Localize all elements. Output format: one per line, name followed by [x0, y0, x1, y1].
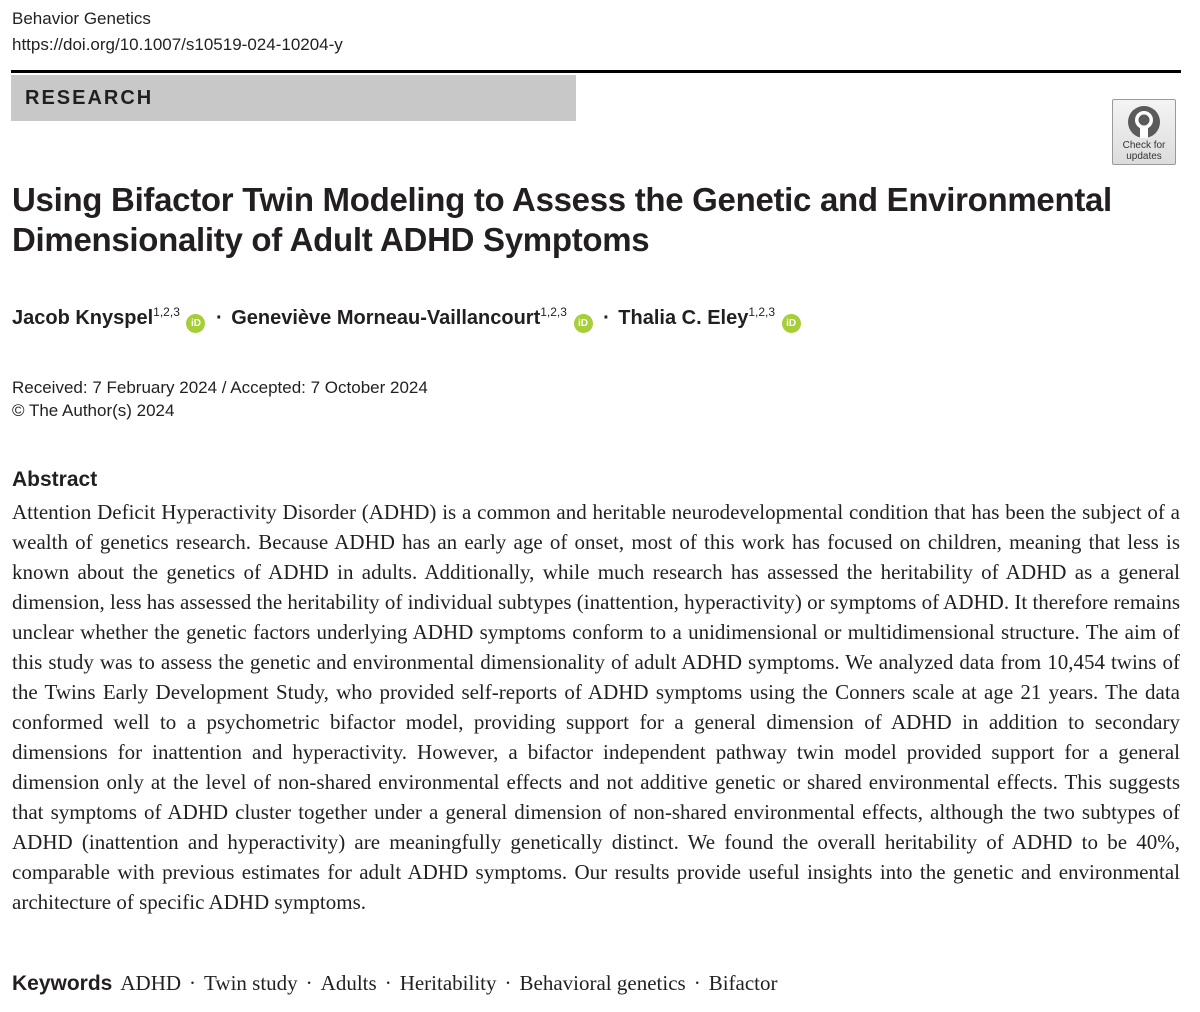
header-rule: [11, 70, 1181, 73]
keyword-separator: ·: [693, 971, 701, 995]
copyright-notice: © The Author(s) 2024: [12, 401, 175, 420]
orcid-icon[interactable]: iD: [574, 314, 593, 333]
keyword: Behavioral genetics: [519, 971, 686, 995]
author-affiliation: 1,2,3: [748, 305, 776, 319]
keyword: Twin study: [204, 971, 298, 995]
crossmark-icon: [1126, 104, 1162, 140]
check-for-updates-line1: Check for: [1122, 140, 1166, 151]
keyword-separator: ·: [305, 971, 313, 995]
keywords-line: [12, 968, 778, 999]
author-affiliation: 1,2,3: [153, 305, 180, 319]
article-type-label: RESEARCH: [25, 87, 154, 109]
keyword-separator: ·: [189, 971, 197, 995]
author-name[interactable]: Jacob Knyspel: [12, 307, 154, 329]
abstract-text: Attention Deficit Hyperactivity Disorder (ADHD) is a common and heritable neurodevelopmental condition that has been the subject of a wealth of genetics research. Because ADHD has an early age of onset, most of this work has focused on children, meaning that less is known about the genetics of ADHD in adults. Additionally, while much research has assessed the heritability of ADHD as a general dimension, less has assessed the heritability of individual subtypes (inattention, hyperactivity) or symptoms of ADHD. It therefore remains unclear whether the genetic factors underlying ADHD symptoms conform to a unidimensional or multidimensional structure. The aim of this study was to assess the genetic and environmental dimensionality of adult ADHD symptoms. We analyzed data from 10,454 twins of the Twins Early Development Study, who provided self-reports of ADHD symptoms using the Conners scale at age 21 years. The data conformed well to a psychometric bifactor model, providing support for a general dimension of ADHD in addition to secondary dimensions for inattention and hyperactivity. However, a bifactor independent pathway twin model provided support for a general dimension only at the level of non-shared environmental effects and not additive genetic or shared environmental effects. This suggests that symptoms of ADHD cluster together under a general dimension of non-shared environmental effects, although the two subtypes of ADHD (inattention and hyperactivity) are meaningfully genetically distinct. We found the overall heritability of ADHD to be 40%, comparable with previous estimates for adult ADHD symptoms. Our results provide useful insights into the genetic and environmental architecture of specific ADHD symptoms.: [12, 500, 1180, 914]
keywords-label: Keywords: [12, 972, 113, 995]
orcid-icon[interactable]: iD: [782, 314, 801, 333]
author-list: [12, 305, 806, 333]
author-name[interactable]: Geneviève Morneau-Vaillancourt: [231, 307, 541, 329]
doi-link[interactable]: https://doi.org/10.1007/s10519-024-10204-y: [12, 35, 343, 54]
keyword-separator: ·: [504, 971, 512, 995]
check-for-updates-line2: updates: [1126, 151, 1162, 162]
article-dates: Received: 7 February 2024 / Accepted: 7 October 2024: [12, 378, 428, 397]
article-title: Using Bifactor Twin Modeling to Assess the Genetic and Environmental Dimensionality of Adult ADHD Symptoms: [12, 181, 1112, 258]
keyword: Adults: [320, 971, 377, 995]
check-for-updates-button[interactable]: [1112, 99, 1176, 165]
author-affiliation: 1,2,3: [540, 305, 567, 319]
journal-name: Behavior Genetics: [12, 9, 151, 28]
author-separator: ·: [216, 307, 223, 329]
keyword: Heritability: [399, 971, 497, 995]
author-separator: ·: [603, 307, 610, 329]
abstract-heading: Abstract: [12, 468, 98, 491]
author-name[interactable]: Thalia C. Eley: [618, 307, 749, 329]
orcid-icon[interactable]: iD: [186, 314, 205, 333]
keyword: ADHD: [120, 971, 182, 995]
keyword-separator: ·: [384, 971, 392, 995]
keyword: Bifactor: [708, 971, 778, 995]
article-type-banner: [11, 75, 576, 121]
